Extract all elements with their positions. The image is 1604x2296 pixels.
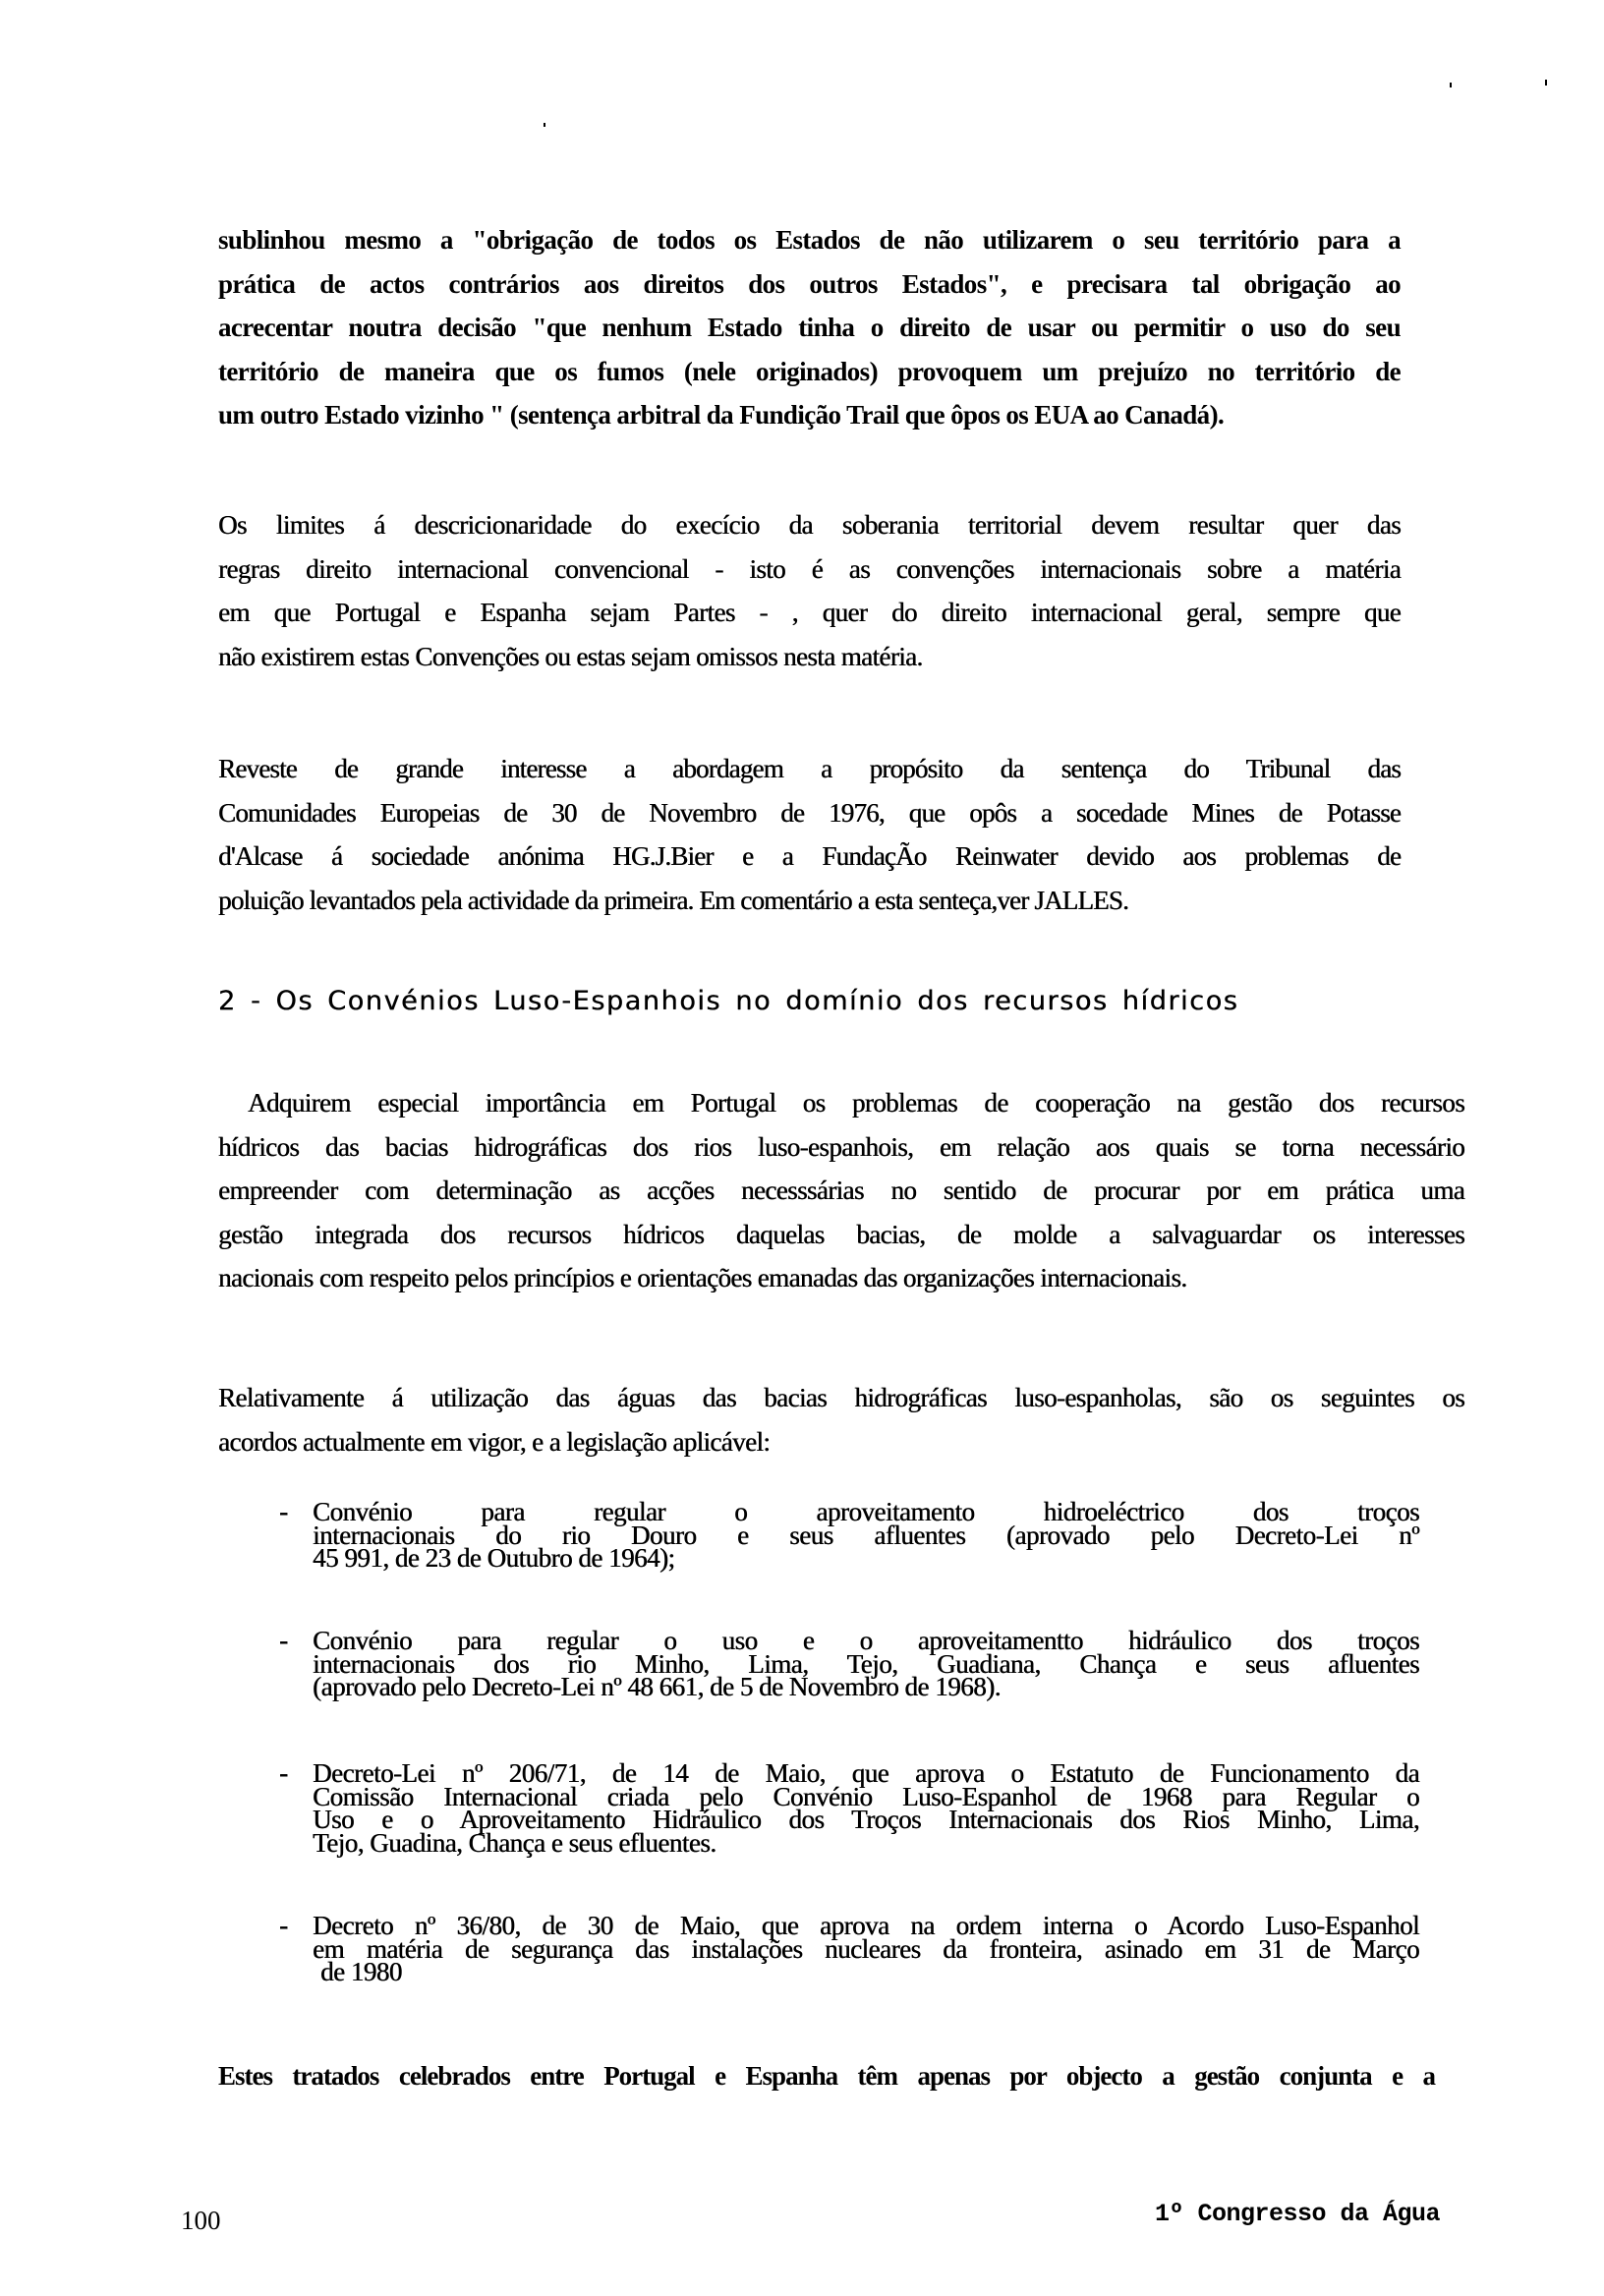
- text-line: Decreto nº 36/80, de 30 de Maio, que aprova na ordem interna o Acordo Luso-Espanhol: [313, 1911, 1419, 1940]
- text-line: Tejo, Guadina, Chança e seus efluentes.: [313, 1827, 716, 1858]
- text-line: gestão integrada dos recursos hídricos daquelas bacias, de molde a salvaguardar os interesses: [218, 1219, 1464, 1249]
- text-line: d'Alcase á sociedade anónima HG.J.Bier e a FundaçÃo Reinwater devido aos problemas de: [218, 841, 1401, 871]
- text-line: em matéria de segurança das instalações nucleares da fronteira, asinado em 31 de Março: [313, 1933, 1419, 1964]
- text-line: Estes tratados celebrados entre Portugal e Espanha têm apenas por objecto a gestão conjunta e a: [218, 2061, 1435, 2091]
- text-line: Convénio para regular o uso e o aproveitamentto hidráulico dos troços: [313, 1626, 1419, 1655]
- paragraph-trail-smelter: [218, 218, 1401, 437]
- paragraph-cooperation: [218, 1081, 1464, 1300]
- text-line: Comissão Internacional criada pelo Convénio Luso-Espanhol de 1968 para Regular o: [313, 1781, 1419, 1811]
- text-line: Decreto-Lei nº 206/71, de 14 de Maio, que aprova o Estatuto de Funcionamento da: [313, 1758, 1419, 1788]
- text-line: Uso e o Aproveitamento Hidráulico dos Troços Internacionais dos Rios Minho, Lima,: [313, 1805, 1419, 1834]
- section-heading: 2 - Os Convénios Luso-Espanhois no domínio dos recursos hídricos: [218, 986, 1239, 1016]
- text-line: internacionais do rio Douro e seus afluentes (aprovado pelo Decreto-Lei nº: [313, 1520, 1419, 1550]
- text-line: regras direito internacional convencional - isto é as convenções internacionais sobre a matéria: [218, 553, 1401, 584]
- text-line: território de maneira que os fumos (nele originados) provoquem um prejuízo no território de: [218, 356, 1401, 386]
- text-line: Comunidades Europeias de 30 de Novembro de 1976, que opôs a socedade Mines de Potasse: [218, 797, 1401, 828]
- bullet-dash-icon: -: [279, 1911, 288, 1940]
- bullet-dash-icon: -: [279, 1758, 288, 1788]
- paragraph-agreements-intro: [218, 1376, 1464, 1464]
- text-line: um outro Estado vizinho " (sentença arbitral da Fundição Trail que ôpos os EUA ao Canadá).: [218, 400, 1225, 430]
- scan-speck: [544, 123, 545, 127]
- text-line: não existirem estas Convenções ou estas sejam omissos nesta matéria.: [218, 641, 923, 671]
- bullet-dash-icon: -: [279, 1626, 288, 1655]
- text-line: Relativamente á utilização das águas das bacias hidrográficas luso-espanholas, são os seguintes os: [218, 1383, 1464, 1412]
- paragraph-treaties-object: [218, 2054, 1435, 2098]
- text-line: hídricos das bacias hidrográficas dos rios luso-espanhois, em relação aos quais se torna necessário: [218, 1131, 1464, 1162]
- text-line: em que Portugal e Espanha sejam Partes - , quer do direito internacional geral, sempre que: [218, 598, 1401, 627]
- text-line: Os limites á descricionaridade do execício da soberania territorial devem resultar quer das: [218, 510, 1401, 540]
- text-line: (aprovado pelo Decreto-Lei nº 48 661, de 5 de Novembro de 1968).: [313, 1672, 1001, 1701]
- text-line: nacionais com respeito pelos princípios e orientações emanadas das organizações internacionais.: [218, 1263, 1187, 1292]
- text-line: acordos actualmente em vigor, e a legislação aplicável:: [218, 1426, 771, 1457]
- text-line: sublinhou mesmo a "obrigação de todos os Estados de não utilizarem o seu território para a: [218, 225, 1401, 255]
- scan-speck: [1545, 80, 1547, 86]
- text-line: poluição levantados pela actividade da primeira. Em comentário a esta senteça,ver JALLES.: [218, 885, 1128, 915]
- bullet-dash-icon: -: [279, 1497, 288, 1526]
- text-line: Reveste de grande interesse a abordagem a propósito da sentença do Tribunal das: [218, 754, 1401, 783]
- paragraph-sovereignty-limits: [218, 503, 1401, 678]
- scan-speck: [1450, 83, 1452, 87]
- text-line: Adquirem especial importância em Portugal os problemas de cooperação na gestão dos recursos: [248, 1088, 1464, 1118]
- text-line: 45 991, de 23 de Outubro de 1964);: [313, 1543, 675, 1573]
- text-line: internacionais dos rio Minho, Lima, Tejo, Guadiana, Chança e seus afluentes: [313, 1648, 1419, 1679]
- text-line: Convénio para regular o aproveitamento hidroeléctrico dos troços: [313, 1497, 1419, 1526]
- paragraph-eu-court-ruling: [218, 747, 1401, 922]
- text-line: de 1980: [320, 1957, 402, 1986]
- publication-title: 1º Congresso da Água: [1155, 2200, 1441, 2228]
- text-line: empreender com determinação as acções necesssárias no sentido de procurar por em prática uma: [218, 1176, 1464, 1205]
- text-line: acrecentar noutra decisão "que nenhum Estado tinha o direito de usar ou permitir o uso do seu: [218, 313, 1401, 342]
- text-line: prática de actos contrários aos direitos dos outros Estados", e precisara tal obrigação ao: [218, 268, 1401, 299]
- page-number: 100: [181, 2206, 221, 2235]
